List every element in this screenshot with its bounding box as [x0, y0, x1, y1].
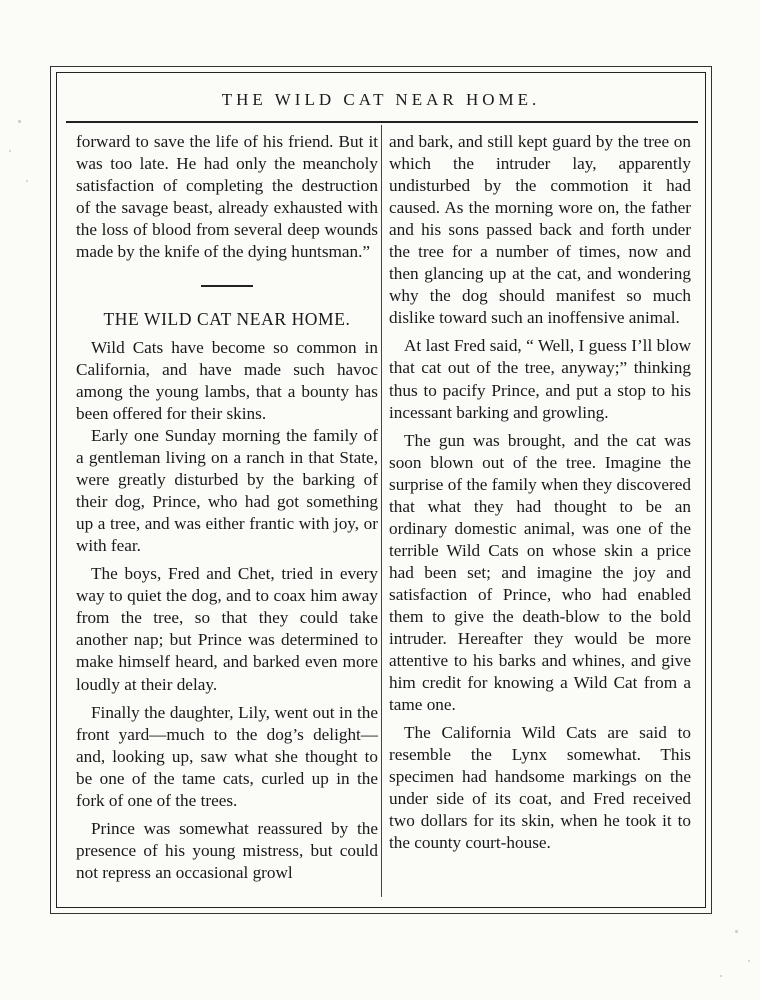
- paragraph: Finally the daughter, Lily, went out in the front yard—much to the dog’s delight—and, looking up, saw what she thought to be one of the tame cats, curled up in the fork of one of the trees.: [76, 702, 378, 810]
- paragraph: At last Fred said, “ Well, I guess I’ll blow that cat out of the tree, anyway;” thinking thus to pacify Prince, and put a stop to his incessant barking and growling.: [389, 336, 691, 422]
- scan-speckle: [18, 120, 21, 123]
- section-title: THE WILD CAT NEAR HOME.: [103, 308, 351, 329]
- paragraph: Wild Cats have become so common in California, and have made such havoc among the young lambs, that a bounty has been offered for their skins.: [76, 337, 378, 423]
- paragraph: Early one Sunday morning the family of a gentleman living on a ranch in that State, were greatly disturbed by the barking of their dog, Prince, who had got something up a tree, and was either frantic with joy, or with fear.: [76, 426, 378, 556]
- right-column: [389, 131, 691, 855]
- paragraph: The California Wild Cats are said to resemble the Lynx somewhat. This specimen had handsome markings on the under side of its coat, and Fred received two dollars for its skin, when he took it to the county court-house.: [389, 723, 691, 853]
- paragraph: and bark, and still kept guard by the tree on which the intruder lay, apparently undisturbed by the commotion it had caused. As the morning wore on, the father and his sons passed back and forth under the tree for a number of times, now and then glancing up at the cat, and wondering why the dog should manifest so much dislike toward such an inoffensive animal.: [389, 132, 691, 328]
- scan-speckle: [748, 960, 750, 962]
- scan-speckle: [735, 930, 738, 933]
- paragraph: The boys, Fred and Chet, tried in every way to quiet the dog, and to coax him away from the tree, so that they could take another nap; but Prince was determined to make himself heard, and barked even more loudly at their delay.: [76, 564, 378, 694]
- section-separator: [201, 285, 253, 287]
- left-column: [76, 131, 378, 884]
- column-divider: [381, 125, 382, 897]
- scan-speckle: [26, 180, 28, 182]
- paragraph: The gun was brought, and the cat was soon blown out of the tree. Imagine the surprise of the family when they discovered that what they had thought to be an ordinary domestic animal, was one of the terrible Wild Cats on whose skin a price had been set; and imagine the joy and satisfaction of Prince, who had enabled them to give the death-blow to the bold intruder. Hereafter they would be more attentive to his barks and whines, and give him credit for knowing a Wild Cat from a tame one.: [389, 430, 691, 715]
- scan-speckle: [9, 150, 11, 152]
- scan-speckle: [720, 975, 722, 977]
- header-rule: [66, 121, 698, 123]
- paragraph: forward to save the life of his friend. But it was too late. He had only the meancholy satisfaction of completing the destruction of the savage beast, already exhausted with the loss of blood from several deep wounds made by the knife of the dying huntsman.”: [76, 132, 378, 262]
- paragraph: Prince was somewhat reassured by the presence of his young mistress, but could not repress an occasional growl: [76, 818, 378, 882]
- running-head: THE WILD CAT NEAR HOME.: [221, 90, 541, 109]
